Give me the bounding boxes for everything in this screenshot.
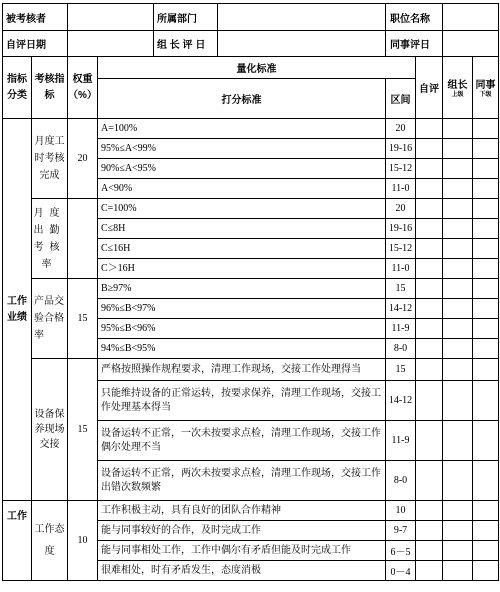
indicator-cell: 月度工时考核完成	[32, 119, 68, 199]
range-cell: 6－5	[386, 541, 416, 561]
col-leader-label: 组长	[447, 80, 468, 91]
leader-score-input[interactable]	[443, 319, 473, 339]
range-cell: 15-12	[386, 159, 416, 179]
self-score-input[interactable]	[416, 359, 443, 381]
leader-score-input[interactable]	[443, 279, 473, 299]
evaluation-form-table	[2, 3, 499, 581]
criteria-text: 工作积极主动，具有良好的团队合作精神	[98, 501, 386, 521]
self-score-input[interactable]	[416, 279, 443, 299]
peer-score-input[interactable]	[473, 501, 499, 521]
leader-score-input[interactable]	[443, 561, 473, 581]
leader-score-input[interactable]	[443, 259, 473, 279]
self-score-input[interactable]	[416, 299, 443, 319]
criteria-text: 很难相处，时有矛盾发生，态度消极	[98, 561, 386, 581]
col-quant: 量化标准	[98, 57, 416, 79]
criteria-text: 95%≤B<96%	[98, 319, 386, 339]
criteria-text: 设备运转不正常，一次未按要求点检，清理工作现场，交接工作偶尔处理不当	[98, 421, 386, 461]
criteria-text: 96%≤B<97%	[98, 299, 386, 319]
peer-score-input[interactable]	[473, 279, 499, 299]
criteria-text: 设备运转不正常，两次未按要求点检，清理工作现场，交接工作出错次数频繁	[98, 461, 386, 501]
criteria-text: 只能维持设备的正常运转，按要求保养，清理工作现场，交接工作处理基本得当	[98, 381, 386, 421]
range-cell: 20	[386, 199, 416, 219]
self-score-input[interactable]	[416, 421, 443, 461]
self-score-input[interactable]	[416, 521, 443, 541]
range-cell: 11-9	[386, 319, 416, 339]
range-cell: 11-0	[386, 179, 416, 199]
col-peer-sub: 下级	[479, 92, 492, 98]
col-peer	[473, 57, 499, 119]
col-peer-label: 同事	[475, 80, 496, 91]
leader-score-input[interactable]	[443, 501, 473, 521]
peer-score-input[interactable]	[473, 239, 499, 259]
range-cell: 11-9	[386, 421, 416, 461]
peer-score-input[interactable]	[473, 359, 499, 381]
self-score-input[interactable]	[416, 561, 443, 581]
peer-score-input[interactable]	[473, 461, 499, 501]
range-cell: 8-0	[386, 461, 416, 501]
indicator-cell: 设备保养现场交接	[32, 359, 68, 501]
criteria-text: 能与同事较好的合作，及时完成工作	[98, 521, 386, 541]
category-cell: 工作	[3, 501, 32, 581]
examinee-value-cell[interactable]	[68, 4, 386, 31]
leader-score-input[interactable]	[443, 421, 473, 461]
peer-score-input[interactable]	[473, 139, 499, 159]
peer-score-input[interactable]	[473, 199, 499, 219]
criteria-text: 能与同事相处工作，工作中偶尔有矛盾但能及时完成工作	[98, 541, 386, 561]
col-weight: 权重（%）	[68, 57, 98, 119]
range-cell: 20	[386, 119, 416, 139]
department-label: 所属部门	[154, 4, 218, 30]
peer-score-input[interactable]	[473, 521, 499, 541]
col-range: 区间	[386, 79, 416, 119]
criteria-text: 94%≤B<95%	[98, 339, 386, 359]
peer-score-input[interactable]	[473, 339, 499, 359]
self-score-input[interactable]	[416, 179, 443, 199]
leader-score-input[interactable]	[443, 339, 473, 359]
range-cell: 0－4	[386, 561, 416, 581]
peer-date-value[interactable]	[443, 31, 499, 57]
range-cell: 11-0	[386, 259, 416, 279]
leader-score-input[interactable]	[443, 219, 473, 239]
category-cell: 工作业绩	[3, 119, 32, 501]
self-score-input[interactable]	[416, 139, 443, 159]
weight-cell	[68, 199, 98, 279]
peer-score-input[interactable]	[473, 119, 499, 139]
weight-cell: 20	[68, 119, 98, 199]
peer-date-label: 同事评日	[386, 31, 443, 57]
weight-cell: 15	[68, 359, 98, 501]
leader-score-input[interactable]	[443, 159, 473, 179]
col-leader	[443, 57, 473, 119]
indicator-cell: 月度出勤考核率	[32, 199, 68, 279]
examinee-label: 被考核者	[3, 4, 68, 31]
self-score-input[interactable]	[416, 461, 443, 501]
leader-score-input[interactable]	[443, 119, 473, 139]
leader-score-input[interactable]	[443, 521, 473, 541]
department-value[interactable]	[218, 4, 386, 30]
peer-score-input[interactable]	[473, 179, 499, 199]
criteria-text: C≤8H	[98, 219, 386, 239]
criteria-text: C≤16H	[98, 239, 386, 259]
peer-score-input[interactable]	[473, 319, 499, 339]
weight-cell: 15	[68, 279, 98, 359]
criteria-text: B≥97%	[98, 279, 386, 299]
range-cell: 15	[386, 279, 416, 299]
peer-score-input[interactable]	[473, 219, 499, 239]
leader-score-input[interactable]	[443, 199, 473, 219]
self-score-input[interactable]	[416, 339, 443, 359]
range-cell: 19-16	[386, 139, 416, 159]
leader-score-input[interactable]	[443, 541, 473, 561]
self-date-label: 自评日期	[3, 31, 68, 57]
peer-score-input[interactable]	[473, 561, 499, 581]
examinee-value[interactable]	[68, 4, 154, 30]
leader-score-input[interactable]	[443, 299, 473, 319]
col-scoring: 打分标准	[98, 79, 386, 119]
col-self-eval: 自评	[416, 57, 443, 119]
criteria-text: A<90%	[98, 179, 386, 199]
range-cell: 15-12	[386, 239, 416, 259]
self-date-value[interactable]	[68, 31, 154, 56]
self-score-input[interactable]	[416, 219, 443, 239]
leader-date-label: 组 长 评 日	[154, 31, 218, 56]
range-cell: 8-0	[386, 339, 416, 359]
range-cell: 14-12	[386, 299, 416, 319]
range-cell: 19-16	[386, 219, 416, 239]
col-leader-sub: 上级	[451, 92, 464, 98]
leader-score-input[interactable]	[443, 139, 473, 159]
self-score-input[interactable]	[416, 159, 443, 179]
range-cell: 9-7	[386, 521, 416, 541]
criteria-text: 90%≤A<95%	[98, 159, 386, 179]
range-cell: 15	[386, 359, 416, 381]
peer-score-input[interactable]	[473, 259, 499, 279]
self-score-input[interactable]	[416, 239, 443, 259]
leader-score-input[interactable]	[443, 239, 473, 259]
weight-cell: 10	[68, 501, 98, 581]
criteria-text: 95%≤A<99%	[98, 139, 386, 159]
self-date-value-cell[interactable]	[68, 31, 386, 57]
criteria-text: 严格按照操作规程要求，清理工作现场，交接工作处理得当	[98, 359, 386, 381]
leader-score-input[interactable]	[443, 381, 473, 421]
self-score-input[interactable]	[416, 119, 443, 139]
position-value[interactable]	[443, 4, 499, 31]
peer-score-input[interactable]	[473, 159, 499, 179]
self-score-input[interactable]	[416, 199, 443, 219]
self-score-input[interactable]	[416, 319, 443, 339]
position-label: 职位名称	[386, 4, 443, 31]
range-cell: 10	[386, 501, 416, 521]
leader-score-input[interactable]	[443, 179, 473, 199]
leader-score-input[interactable]	[443, 359, 473, 381]
criteria-text: C＞16H	[98, 259, 386, 279]
self-score-input[interactable]	[416, 501, 443, 521]
leader-date-value[interactable]	[218, 31, 386, 56]
self-score-input[interactable]	[416, 541, 443, 561]
leader-score-input[interactable]	[443, 461, 473, 501]
col-category: 指标分类	[3, 57, 32, 119]
indicator-cell: 工作态度	[32, 501, 68, 581]
col-indicator: 考核指标	[32, 57, 68, 119]
peer-score-input[interactable]	[473, 421, 499, 461]
range-cell: 14-12	[386, 381, 416, 421]
peer-score-input[interactable]	[473, 299, 499, 319]
peer-score-input[interactable]	[473, 541, 499, 561]
criteria-text: C=100%	[98, 199, 386, 219]
criteria-text: A=100%	[98, 119, 386, 139]
self-score-input[interactable]	[416, 259, 443, 279]
self-score-input[interactable]	[416, 381, 443, 421]
indicator-cell: 产品交验合格率	[32, 279, 68, 359]
peer-score-input[interactable]	[473, 381, 499, 421]
